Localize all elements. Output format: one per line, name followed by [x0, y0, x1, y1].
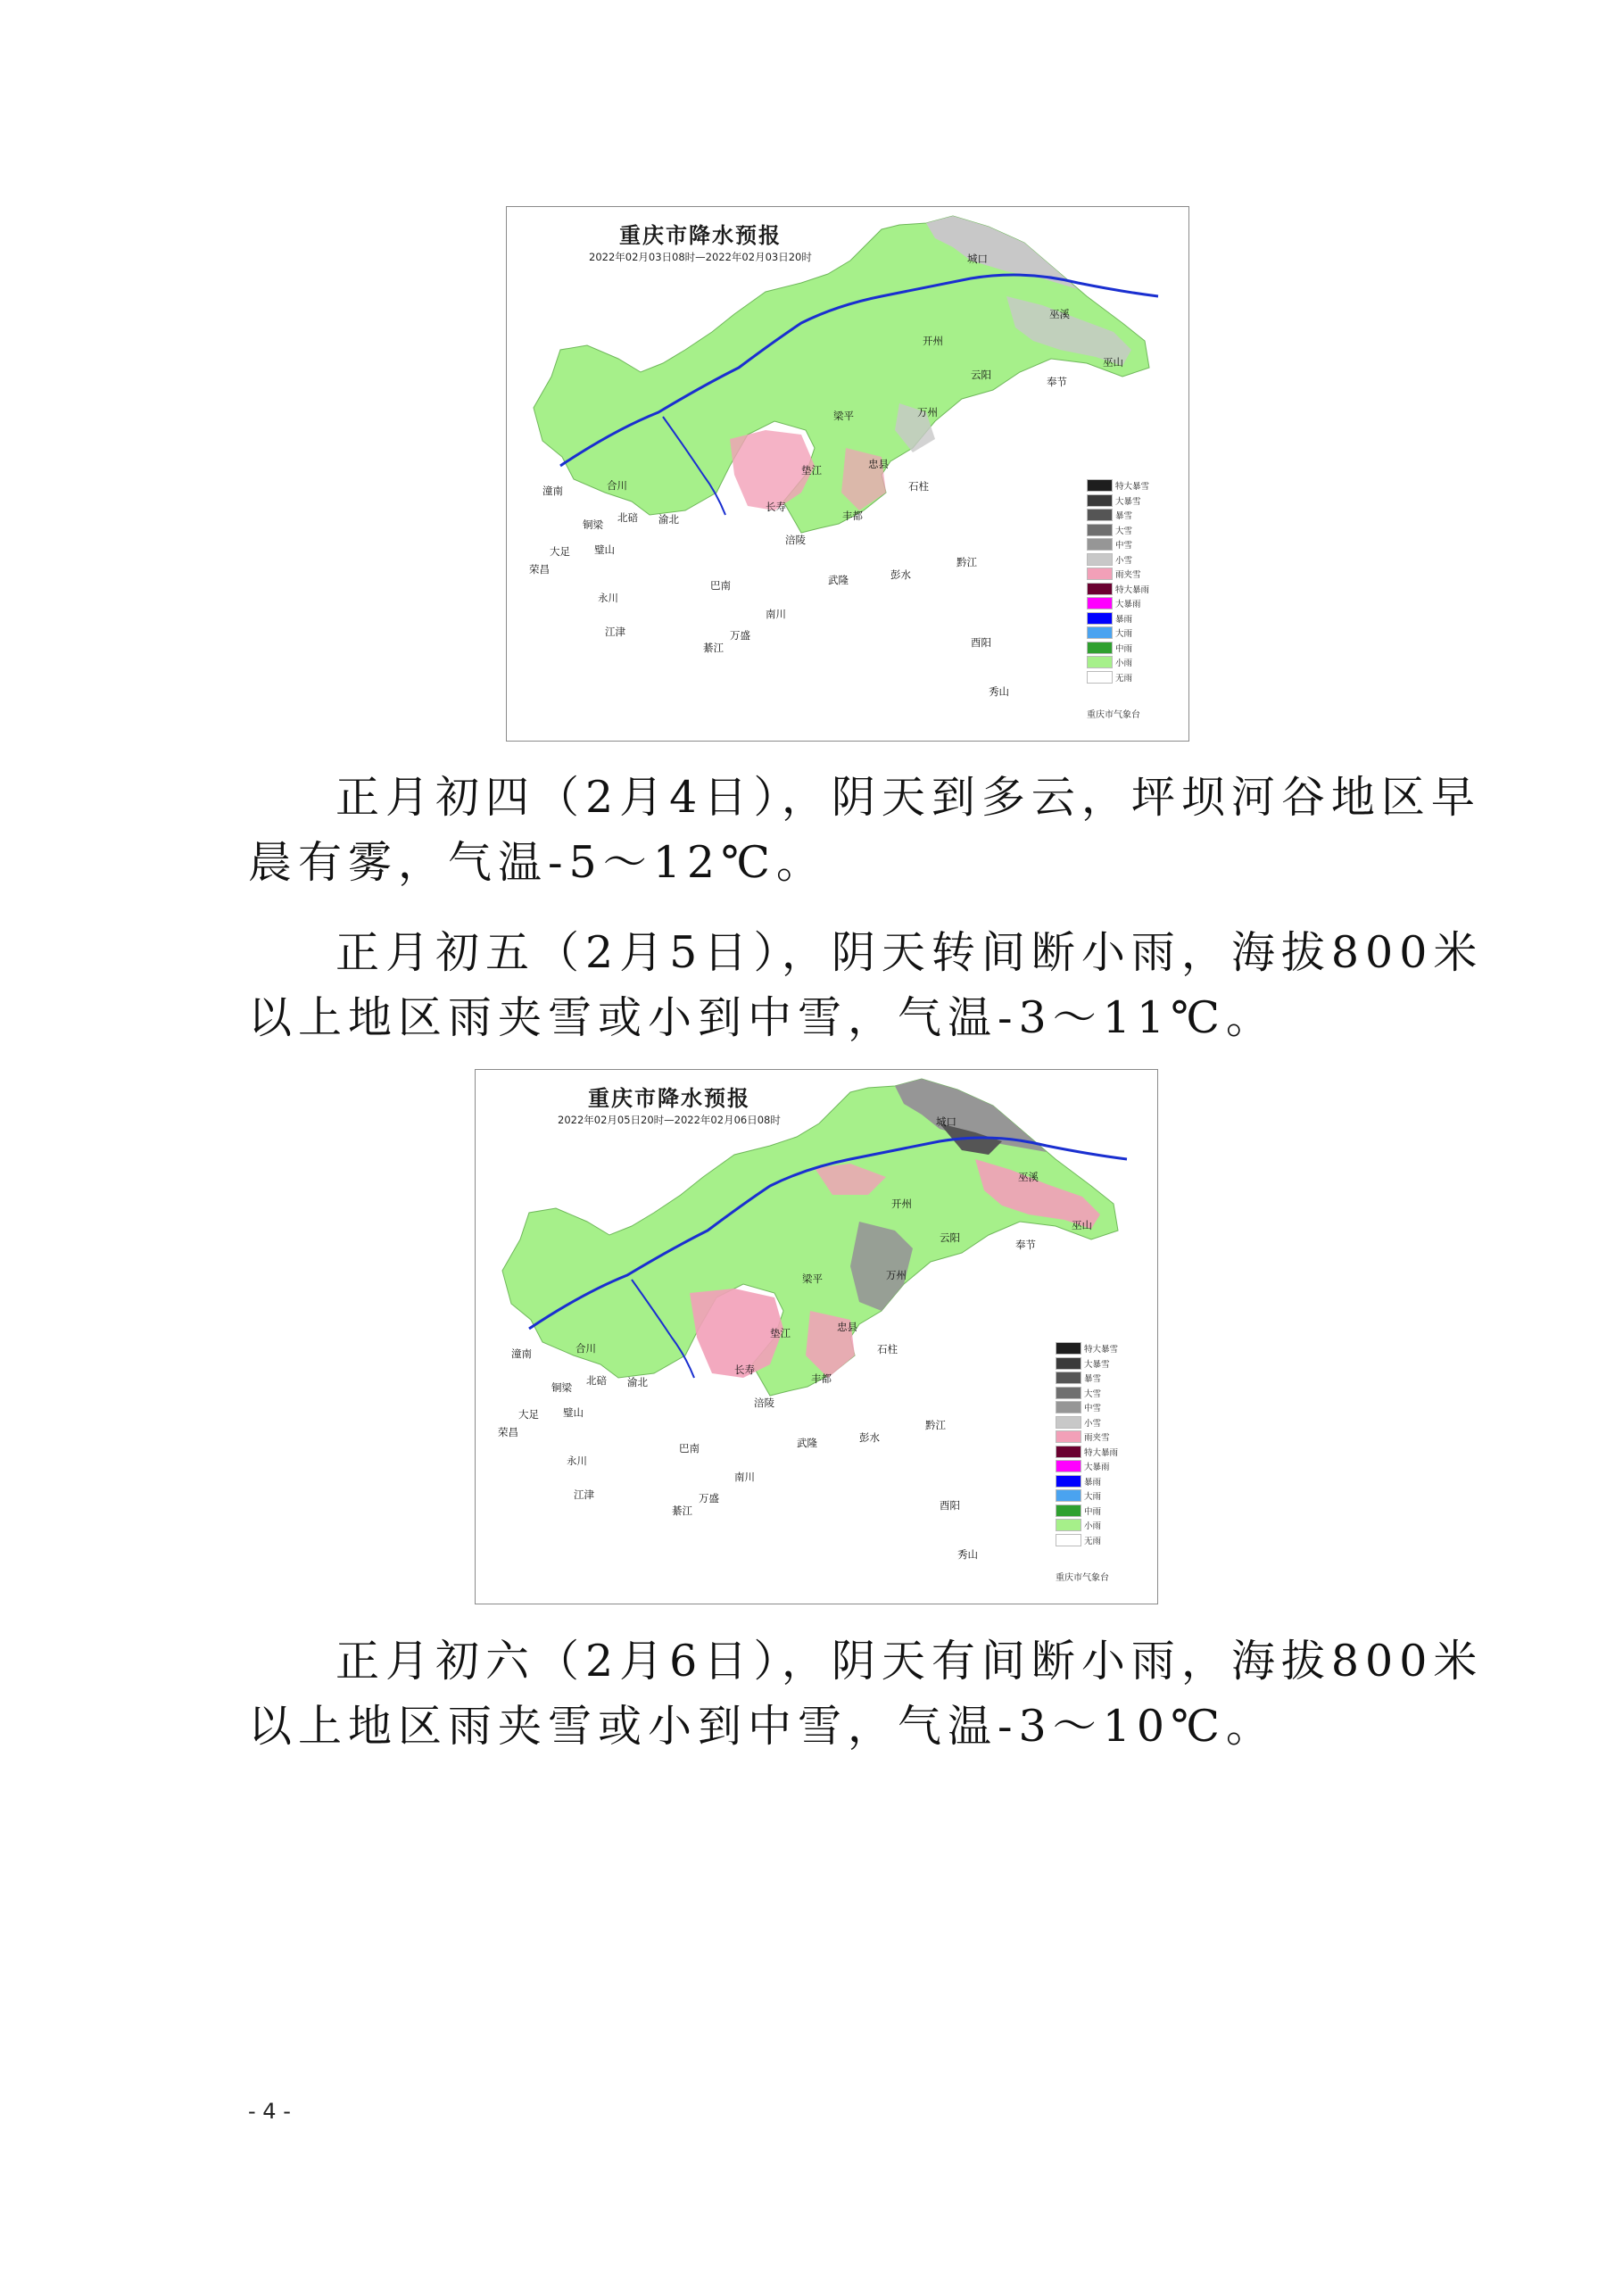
- city-label: 綦江: [703, 642, 724, 654]
- city-label: 云阳: [971, 369, 991, 381]
- city-label: 永川: [598, 592, 618, 604]
- paragraph-line: 正月初六（2月6日），阴天有间断小雨，海拔800米: [335, 1636, 1484, 1687]
- city-label: 荣昌: [529, 563, 550, 576]
- map-time-range: 2022年02月03日08时—2022年02月03日20时: [589, 251, 812, 263]
- map-time-range: 2022年02月05日20时—2022年02月06日08时: [558, 1114, 781, 1126]
- city-label: 奉节: [1047, 376, 1067, 388]
- city-label: 南川: [766, 608, 786, 620]
- city-label: 城口: [967, 253, 988, 265]
- legend-item: 小雨: [1056, 1518, 1118, 1533]
- city-label: 奉节: [1015, 1239, 1036, 1251]
- city-label: 丰都: [811, 1372, 832, 1385]
- city-label: 云阳: [940, 1231, 960, 1244]
- city-label: 北碚: [586, 1374, 607, 1387]
- legend-item: 暴雪: [1087, 508, 1149, 523]
- city-label: 铜梁: [551, 1381, 572, 1394]
- city-label: 开州: [923, 335, 943, 347]
- city-label: 巫溪: [1018, 1171, 1039, 1183]
- city-label: 垫江: [770, 1327, 791, 1339]
- map-legend: [1087, 478, 1149, 684]
- legend-item: 大雪: [1056, 1386, 1118, 1401]
- legend-item: 小雪: [1087, 552, 1149, 568]
- city-label: 北碚: [617, 511, 638, 524]
- city-label: 黔江: [925, 1419, 946, 1431]
- map-credit: 重庆市气象台: [1056, 1573, 1109, 1583]
- legend-item: 中雨: [1087, 641, 1149, 656]
- city-label: 忠县: [837, 1321, 857, 1333]
- city-label: 酉阳: [971, 636, 991, 649]
- map-title: 重庆市降水预报: [619, 222, 782, 248]
- city-label: 巫山: [1103, 356, 1123, 369]
- city-label: 垫江: [801, 464, 822, 477]
- city-label: 大足: [518, 1408, 539, 1421]
- city-label: 彭水: [859, 1431, 880, 1444]
- city-label: 丰都: [842, 510, 863, 522]
- legend-item: 大雨: [1056, 1488, 1118, 1504]
- page-number: - 4 -: [248, 2099, 291, 2124]
- legend-item: 中雨: [1056, 1504, 1118, 1519]
- city-label: 涪陵: [754, 1397, 774, 1409]
- city-label: 黔江: [956, 556, 977, 568]
- city-label: 城口: [936, 1115, 956, 1128]
- city-label: 合川: [607, 479, 627, 492]
- city-label: 巴南: [679, 1442, 700, 1455]
- city-label: 彭水: [890, 568, 911, 581]
- city-label: 江津: [574, 1488, 594, 1501]
- city-label: 武隆: [828, 574, 849, 586]
- legend-item: 中雪: [1087, 537, 1149, 552]
- city-label: 开州: [891, 1198, 912, 1210]
- paragraph-line: 正月初四（2月4日），阴天到多云，坪坝河谷地区早: [335, 772, 1481, 823]
- paragraph-day6: [248, 1629, 1484, 1759]
- city-label: 万州: [917, 406, 938, 419]
- city-label: 合川: [576, 1342, 596, 1355]
- legend-item: 暴雨: [1056, 1474, 1118, 1489]
- legend-item: 特大暴雨: [1087, 582, 1149, 597]
- city-label: 永川: [567, 1455, 587, 1467]
- legend-item: 特大暴雪: [1056, 1341, 1118, 1356]
- city-label: 长寿: [734, 1364, 755, 1376]
- city-label: 梁平: [833, 410, 854, 422]
- city-label: 万州: [886, 1269, 907, 1281]
- paragraph-day5: [248, 920, 1484, 1050]
- city-label: 梁平: [802, 1272, 823, 1285]
- city-label: 秀山: [989, 685, 1009, 698]
- city-label: 璧山: [563, 1406, 584, 1419]
- city-label: 渝北: [658, 513, 679, 526]
- legend-item: 大雪: [1087, 523, 1149, 538]
- city-label: 綦江: [672, 1504, 692, 1517]
- city-label: 渝北: [627, 1376, 648, 1388]
- paragraph-line: 正月初五（2月5日），阴天转间断小雨，海拔800米: [335, 927, 1484, 978]
- legend-item: 大暴雨: [1056, 1459, 1118, 1474]
- legend-item: 大暴雨: [1087, 596, 1149, 611]
- paragraph-line: 以上地区雨夹雪或小到中雪，气温-3～11℃。: [248, 992, 1276, 1043]
- city-label: 万盛: [699, 1492, 719, 1504]
- city-label: 忠县: [868, 458, 889, 470]
- legend-item: 雨夹雪: [1087, 567, 1149, 582]
- paragraph-line: 晨有雾，气温-5～12℃。: [248, 837, 826, 888]
- city-label: 江津: [605, 626, 625, 638]
- legend-item: 大暴雪: [1087, 493, 1149, 509]
- city-label: 南川: [734, 1471, 755, 1483]
- city-label: 涪陵: [785, 534, 806, 546]
- city-label: 武隆: [797, 1437, 817, 1449]
- map-credit: 重庆市气象台: [1087, 710, 1140, 720]
- city-label: 潼南: [542, 485, 563, 497]
- map-title: 重庆市降水预报: [588, 1085, 750, 1111]
- city-label: 秀山: [957, 1548, 978, 1561]
- city-label: 石柱: [908, 480, 929, 493]
- city-label: 荣昌: [498, 1426, 518, 1438]
- city-label: 酉阳: [940, 1499, 960, 1512]
- legend-item: 大暴雪: [1056, 1356, 1118, 1372]
- paragraph-day4: [248, 765, 1481, 895]
- precip-forecast-map-1: [506, 206, 1189, 742]
- city-label: 大足: [550, 545, 570, 558]
- city-label: 璧山: [594, 543, 615, 556]
- paragraph-line: 以上地区雨夹雪或小到中雪，气温-3～10℃。: [248, 1701, 1276, 1752]
- legend-item: 小雨: [1087, 655, 1149, 670]
- precip-forecast-map-2: [475, 1069, 1158, 1604]
- legend-item: 大雨: [1087, 626, 1149, 641]
- map-legend: [1056, 1341, 1118, 1547]
- city-label: 巫山: [1072, 1219, 1092, 1231]
- legend-item: 特大暴雪: [1087, 478, 1149, 493]
- legend-item: 无雨: [1056, 1533, 1118, 1548]
- legend-item: 雨夹雪: [1056, 1430, 1118, 1445]
- legend-item: 暴雨: [1087, 611, 1149, 626]
- city-label: 巴南: [710, 579, 731, 592]
- city-label: 潼南: [511, 1347, 532, 1360]
- city-label: 巫溪: [1049, 308, 1070, 320]
- city-label: 万盛: [730, 629, 750, 642]
- city-label: 铜梁: [583, 518, 603, 531]
- city-label: 石柱: [877, 1343, 898, 1355]
- legend-item: 暴雪: [1056, 1371, 1118, 1386]
- legend-item: 特大暴雨: [1056, 1445, 1118, 1460]
- city-label: 长寿: [766, 501, 786, 513]
- legend-item: 无雨: [1087, 670, 1149, 685]
- legend-item: 中雪: [1056, 1400, 1118, 1415]
- legend-item: 小雪: [1056, 1415, 1118, 1430]
